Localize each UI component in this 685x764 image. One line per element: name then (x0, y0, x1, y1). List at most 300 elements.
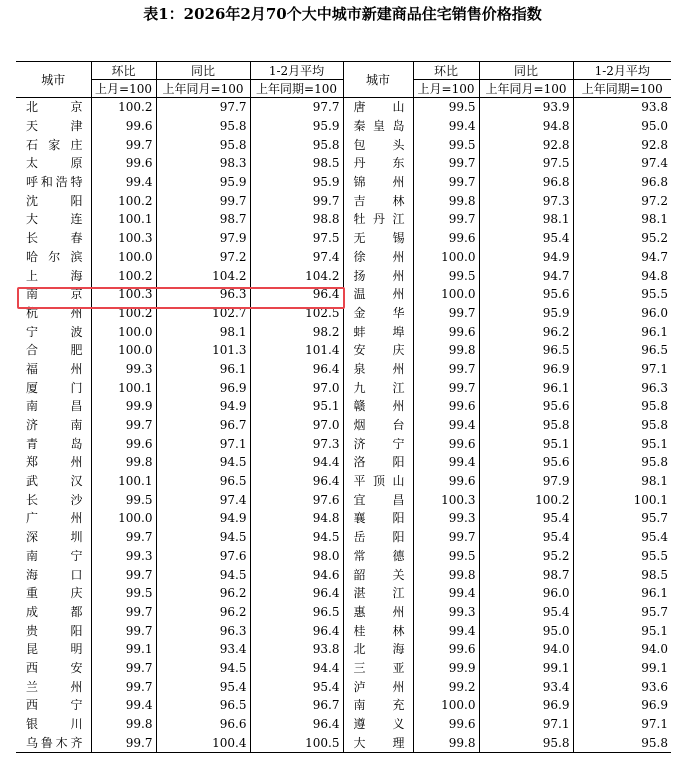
mom-cell: 99.6 (413, 434, 479, 453)
mom-cell: 99.6 (413, 397, 479, 416)
avg-cell: 92.8 (573, 135, 671, 154)
mom-cell: 99.8 (413, 733, 479, 752)
city-cell: 西宁 (26, 698, 83, 713)
avg-cell: 97.5 (250, 229, 343, 248)
header-city: 城市 (343, 62, 413, 98)
avg-cell: 97.4 (573, 154, 671, 173)
avg-cell: 96.1 (573, 584, 671, 603)
mom-cell: 99.7 (91, 621, 156, 640)
table-row (16, 715, 671, 734)
header-mom: 环比 (91, 62, 156, 80)
mom-cell: 99.8 (413, 341, 479, 360)
mom-cell: 100.0 (91, 509, 156, 528)
city-cell: 贵阳 (26, 623, 83, 638)
yoy-cell: 99.7 (156, 191, 250, 210)
avg-cell: 96.5 (250, 603, 343, 622)
city-cell: 兰州 (26, 679, 83, 694)
mom-cell: 99.2 (413, 677, 479, 696)
city-cell: 锦州 (343, 173, 413, 192)
yoy-cell: 104.2 (156, 266, 250, 285)
city-cell: 沈阳 (26, 193, 83, 208)
yoy-cell: 94.0 (479, 640, 573, 659)
avg-cell: 96.4 (250, 285, 343, 304)
city-cell: 上海 (26, 268, 83, 283)
mom-cell: 99.7 (91, 528, 156, 547)
mom-cell: 99.6 (91, 434, 156, 453)
mom-cell: 99.7 (413, 528, 479, 547)
city-cell: 乌鲁木齐 (16, 733, 91, 752)
city-cell: 安庆 (343, 341, 413, 360)
yoy-cell: 96.3 (156, 621, 250, 640)
avg-cell: 98.2 (250, 322, 343, 341)
table-row (16, 621, 671, 640)
mom-cell: 99.5 (91, 584, 156, 603)
yoy-cell: 96.5 (156, 696, 250, 715)
city-cell: 泉州 (343, 360, 413, 379)
avg-cell: 95.8 (250, 135, 343, 154)
avg-cell: 95.9 (250, 117, 343, 136)
mom-cell: 99.4 (413, 416, 479, 435)
header-yoy: 同比 (156, 62, 250, 80)
mom-cell: 99.4 (413, 621, 479, 640)
city-cell: 成都 (26, 604, 83, 619)
yoy-cell: 95.8 (479, 416, 573, 435)
mom-cell: 100.3 (91, 285, 156, 304)
yoy-cell: 95.2 (479, 547, 573, 566)
price-index-table (16, 61, 671, 753)
yoy-cell: 96.5 (479, 341, 573, 360)
city-cell: 济宁 (343, 434, 413, 453)
mom-cell: 99.5 (413, 266, 479, 285)
city-cell: 赣州 (343, 397, 413, 416)
mom-cell: 100.0 (413, 285, 479, 304)
mom-cell: 99.7 (91, 733, 156, 752)
yoy-cell: 97.9 (156, 229, 250, 248)
table-row (16, 640, 671, 659)
avg-cell: 94.5 (250, 528, 343, 547)
table-row (16, 603, 671, 622)
yoy-cell: 95.4 (156, 677, 250, 696)
avg-cell: 97.6 (250, 490, 343, 509)
table-row (16, 677, 671, 696)
yoy-cell: 96.0 (479, 584, 573, 603)
city-cell: 太原 (26, 156, 83, 171)
table-row (16, 434, 671, 453)
mom-cell: 100.0 (91, 341, 156, 360)
city-cell: 湛江 (343, 584, 413, 603)
mom-cell: 99.6 (91, 117, 156, 136)
yoy-cell: 94.5 (156, 453, 250, 472)
table-row (16, 696, 671, 715)
city-cell: 海口 (26, 567, 83, 582)
mom-cell: 99.7 (91, 135, 156, 154)
yoy-cell: 98.7 (156, 210, 250, 229)
yoy-cell: 98.1 (156, 322, 250, 341)
table-row (16, 659, 671, 678)
header-avg-base: 上年同期=100 (250, 80, 343, 98)
mom-cell: 99.8 (91, 715, 156, 734)
yoy-cell: 94.8 (479, 117, 573, 136)
yoy-cell: 96.3 (156, 285, 250, 304)
mom-cell: 100.1 (91, 472, 156, 491)
mom-cell: 99.4 (413, 584, 479, 603)
avg-cell: 97.7 (250, 98, 343, 117)
city-cell: 九江 (343, 378, 413, 397)
mom-cell: 100.3 (91, 229, 156, 248)
avg-cell: 100.1 (573, 490, 671, 509)
yoy-cell: 99.1 (479, 659, 573, 678)
mom-cell: 99.7 (413, 378, 479, 397)
avg-cell: 96.3 (573, 378, 671, 397)
avg-cell: 93.6 (573, 677, 671, 696)
avg-cell: 95.8 (573, 416, 671, 435)
avg-cell: 102.5 (250, 304, 343, 323)
header-mom-base: 上月=100 (413, 80, 479, 98)
city-cell: 徐州 (343, 248, 413, 267)
avg-cell: 97.0 (250, 378, 343, 397)
city-cell: 银川 (26, 717, 83, 732)
city-cell: 丹东 (343, 154, 413, 173)
yoy-cell: 96.9 (479, 360, 573, 379)
avg-cell: 97.4 (250, 248, 343, 267)
yoy-cell: 95.9 (479, 304, 573, 323)
table-row (16, 173, 671, 192)
yoy-cell: 95.4 (479, 509, 573, 528)
mom-cell: 99.4 (413, 117, 479, 136)
table-row (16, 210, 671, 229)
yoy-cell: 96.8 (479, 173, 573, 192)
yoy-cell: 95.1 (479, 434, 573, 453)
mom-cell: 99.1 (91, 640, 156, 659)
mom-cell: 99.4 (413, 453, 479, 472)
table-row (16, 135, 671, 154)
mom-cell: 100.3 (413, 490, 479, 509)
yoy-cell: 98.7 (479, 565, 573, 584)
table-row (16, 322, 671, 341)
yoy-cell: 96.7 (156, 416, 250, 435)
mom-cell: 99.5 (413, 547, 479, 566)
mom-cell: 99.7 (91, 659, 156, 678)
mom-cell: 99.7 (91, 416, 156, 435)
city-cell: 杭州 (26, 305, 83, 320)
mom-cell: 99.6 (91, 154, 156, 173)
table-row (16, 98, 671, 117)
avg-cell: 93.8 (250, 640, 343, 659)
yoy-cell: 95.6 (479, 285, 573, 304)
yoy-cell: 94.5 (156, 565, 250, 584)
yoy-cell: 100.4 (156, 733, 250, 752)
city-cell: 合肥 (26, 343, 83, 358)
avg-cell: 99.7 (250, 191, 343, 210)
city-cell: 呼和浩特 (26, 175, 83, 190)
city-cell: 大连 (26, 212, 83, 227)
mom-cell: 100.0 (413, 248, 479, 267)
city-cell: 烟台 (343, 416, 413, 435)
city-cell: 青岛 (26, 436, 83, 451)
city-cell: 西安 (26, 660, 83, 675)
avg-cell: 95.5 (573, 285, 671, 304)
city-cell: 天津 (26, 119, 83, 134)
table-row (16, 378, 671, 397)
mom-cell: 100.1 (91, 210, 156, 229)
yoy-cell: 95.4 (479, 229, 573, 248)
avg-cell: 93.8 (573, 98, 671, 117)
city-cell: 洛阳 (343, 453, 413, 472)
mom-cell: 100.1 (91, 378, 156, 397)
avg-cell: 94.4 (250, 659, 343, 678)
table-title: 表1：2026年2月70个大中城市新建商品住宅销售价格指数 (143, 5, 542, 23)
city-cell: 郑州 (26, 455, 83, 470)
yoy-cell: 95.4 (479, 528, 573, 547)
avg-cell: 96.4 (250, 584, 343, 603)
city-cell: 牡丹江 (343, 210, 413, 229)
table-row (16, 565, 671, 584)
avg-cell: 98.5 (573, 565, 671, 584)
yoy-cell: 96.2 (479, 322, 573, 341)
table-row (16, 229, 671, 248)
city-cell: 北京 (26, 100, 83, 115)
mom-cell: 99.9 (413, 659, 479, 678)
avg-cell: 95.0 (573, 117, 671, 136)
table-row (16, 304, 671, 323)
city-cell: 长春 (26, 231, 83, 246)
avg-cell: 95.7 (573, 603, 671, 622)
mom-cell: 99.3 (413, 509, 479, 528)
yoy-cell: 96.2 (156, 584, 250, 603)
city-cell: 桂林 (343, 621, 413, 640)
avg-cell: 96.0 (573, 304, 671, 323)
mom-cell: 99.7 (91, 603, 156, 622)
avg-cell: 97.2 (573, 191, 671, 210)
mom-cell: 99.6 (413, 472, 479, 491)
city-cell: 扬州 (343, 266, 413, 285)
city-cell: 宜昌 (343, 490, 413, 509)
yoy-cell: 102.7 (156, 304, 250, 323)
table-row (16, 191, 671, 210)
table-row (16, 285, 671, 304)
table-row (16, 472, 671, 491)
city-cell: 包头 (343, 135, 413, 154)
city-cell: 厦门 (26, 380, 83, 395)
yoy-cell: 95.8 (156, 135, 250, 154)
city-cell: 温州 (343, 285, 413, 304)
avg-cell: 98.1 (573, 472, 671, 491)
table-row (16, 266, 671, 285)
avg-cell: 96.5 (573, 341, 671, 360)
mom-cell: 99.8 (413, 191, 479, 210)
avg-cell: 96.4 (250, 472, 343, 491)
mom-cell: 99.7 (413, 210, 479, 229)
yoy-cell: 97.1 (479, 715, 573, 734)
avg-cell: 95.2 (573, 229, 671, 248)
avg-cell: 98.1 (573, 210, 671, 229)
yoy-cell: 93.4 (156, 640, 250, 659)
city-cell: 南昌 (26, 399, 83, 414)
avg-cell: 96.4 (250, 621, 343, 640)
yoy-cell: 98.1 (479, 210, 573, 229)
table-row (16, 360, 671, 379)
city-cell: 宁波 (26, 324, 83, 339)
yoy-cell: 92.8 (479, 135, 573, 154)
avg-cell: 95.8 (573, 453, 671, 472)
mom-cell: 100.0 (91, 248, 156, 267)
city-cell: 长沙 (26, 492, 83, 507)
yoy-cell: 93.4 (479, 677, 573, 696)
avg-cell: 95.7 (573, 509, 671, 528)
city-cell: 金华 (343, 304, 413, 323)
avg-cell: 95.5 (573, 547, 671, 566)
mom-cell: 99.8 (413, 565, 479, 584)
header-mom: 环比 (413, 62, 479, 80)
avg-cell: 95.1 (250, 397, 343, 416)
avg-cell: 94.0 (573, 640, 671, 659)
table-row (16, 453, 671, 472)
mom-cell: 99.4 (91, 696, 156, 715)
yoy-cell: 95.8 (156, 117, 250, 136)
mom-cell: 99.7 (91, 677, 156, 696)
yoy-cell: 98.3 (156, 154, 250, 173)
mom-cell: 99.8 (91, 453, 156, 472)
header-avg: 1-2月平均 (250, 62, 343, 80)
city-cell: 泸州 (343, 677, 413, 696)
avg-cell: 98.8 (250, 210, 343, 229)
yoy-cell: 96.9 (156, 378, 250, 397)
table-row (16, 416, 671, 435)
avg-cell: 94.4 (250, 453, 343, 472)
avg-cell: 101.4 (250, 341, 343, 360)
yoy-cell: 97.2 (156, 248, 250, 267)
avg-cell: 98.0 (250, 547, 343, 566)
table-row (16, 509, 671, 528)
yoy-cell: 97.6 (156, 547, 250, 566)
city-cell: 襄阳 (343, 509, 413, 528)
avg-cell: 94.6 (250, 565, 343, 584)
avg-cell: 97.0 (250, 416, 343, 435)
city-cell: 南宁 (26, 548, 83, 563)
avg-cell: 100.5 (250, 733, 343, 752)
mom-cell: 99.4 (91, 173, 156, 192)
city-cell: 石家庄 (26, 137, 83, 152)
table-row (16, 397, 671, 416)
avg-cell: 95.8 (573, 397, 671, 416)
yoy-cell: 95.9 (156, 173, 250, 192)
yoy-cell: 96.1 (156, 360, 250, 379)
avg-cell: 94.8 (573, 266, 671, 285)
yoy-cell: 96.6 (156, 715, 250, 734)
yoy-cell: 97.1 (156, 434, 250, 453)
mom-cell: 99.6 (413, 640, 479, 659)
mom-cell: 100.2 (91, 191, 156, 210)
mom-cell: 99.7 (413, 304, 479, 323)
city-cell: 唐山 (343, 98, 413, 117)
avg-cell: 95.8 (573, 733, 671, 752)
avg-cell: 96.1 (573, 322, 671, 341)
city-cell: 平顶山 (343, 472, 413, 491)
avg-cell: 99.1 (573, 659, 671, 678)
avg-cell: 95.1 (573, 434, 671, 453)
mom-cell: 99.5 (413, 98, 479, 117)
header-avg-base: 上年同期=100 (573, 80, 671, 98)
city-cell: 大理 (343, 733, 413, 752)
mom-cell: 100.0 (91, 322, 156, 341)
yoy-cell: 100.2 (479, 490, 573, 509)
avg-cell: 97.3 (250, 434, 343, 453)
table-row (16, 733, 671, 752)
mom-cell: 99.6 (413, 715, 479, 734)
avg-cell: 95.4 (250, 677, 343, 696)
mom-cell: 100.0 (413, 696, 479, 715)
yoy-cell: 94.9 (156, 397, 250, 416)
avg-cell: 96.4 (250, 360, 343, 379)
avg-cell: 96.7 (250, 696, 343, 715)
avg-cell: 94.8 (250, 509, 343, 528)
yoy-cell: 95.4 (479, 603, 573, 622)
yoy-cell: 94.9 (156, 509, 250, 528)
avg-cell: 95.1 (573, 621, 671, 640)
yoy-cell: 101.3 (156, 341, 250, 360)
city-cell: 广州 (26, 511, 83, 526)
yoy-cell: 94.5 (156, 528, 250, 547)
yoy-cell: 95.0 (479, 621, 573, 640)
city-cell: 济南 (26, 418, 83, 433)
city-cell: 重庆 (26, 586, 83, 601)
mom-cell: 99.7 (413, 173, 479, 192)
table-row (16, 490, 671, 509)
header-yoy-base: 上年同月=100 (479, 80, 573, 98)
mom-cell: 99.3 (91, 547, 156, 566)
avg-cell: 95.4 (573, 528, 671, 547)
yoy-cell: 94.7 (479, 266, 573, 285)
yoy-cell: 94.5 (156, 659, 250, 678)
header-mom-base: 上月=100 (91, 80, 156, 98)
city-cell: 常德 (343, 547, 413, 566)
mom-cell: 99.6 (413, 322, 479, 341)
table-row (16, 248, 671, 267)
yoy-cell: 97.5 (479, 154, 573, 173)
city-cell: 岳阳 (343, 528, 413, 547)
yoy-cell: 96.2 (156, 603, 250, 622)
mom-cell: 100.2 (91, 98, 156, 117)
table-row (16, 117, 671, 136)
yoy-cell: 95.6 (479, 453, 573, 472)
city-cell: 深圳 (26, 530, 83, 545)
table-row (16, 547, 671, 566)
mom-cell: 99.7 (91, 565, 156, 584)
city-cell: 武汉 (26, 474, 83, 489)
city-cell: 昆明 (26, 642, 83, 657)
avg-cell: 97.1 (573, 715, 671, 734)
city-cell: 秦皇岛 (343, 117, 413, 136)
mom-cell: 99.6 (413, 229, 479, 248)
city-cell: 北海 (343, 640, 413, 659)
mom-cell: 100.2 (91, 266, 156, 285)
city-cell: 蚌埠 (343, 322, 413, 341)
table-row (16, 584, 671, 603)
yoy-cell: 96.1 (479, 378, 573, 397)
header-city: 城市 (16, 62, 91, 98)
header-yoy: 同比 (479, 62, 573, 80)
mom-cell: 99.5 (413, 135, 479, 154)
mom-cell: 99.3 (413, 603, 479, 622)
mom-cell: 100.2 (91, 304, 156, 323)
mom-cell: 99.5 (91, 490, 156, 509)
yoy-cell: 97.4 (156, 490, 250, 509)
city-cell: 三亚 (343, 659, 413, 678)
avg-cell: 98.5 (250, 154, 343, 173)
mom-cell: 99.3 (91, 360, 156, 379)
yoy-cell: 97.7 (156, 98, 250, 117)
avg-cell: 96.4 (250, 715, 343, 734)
